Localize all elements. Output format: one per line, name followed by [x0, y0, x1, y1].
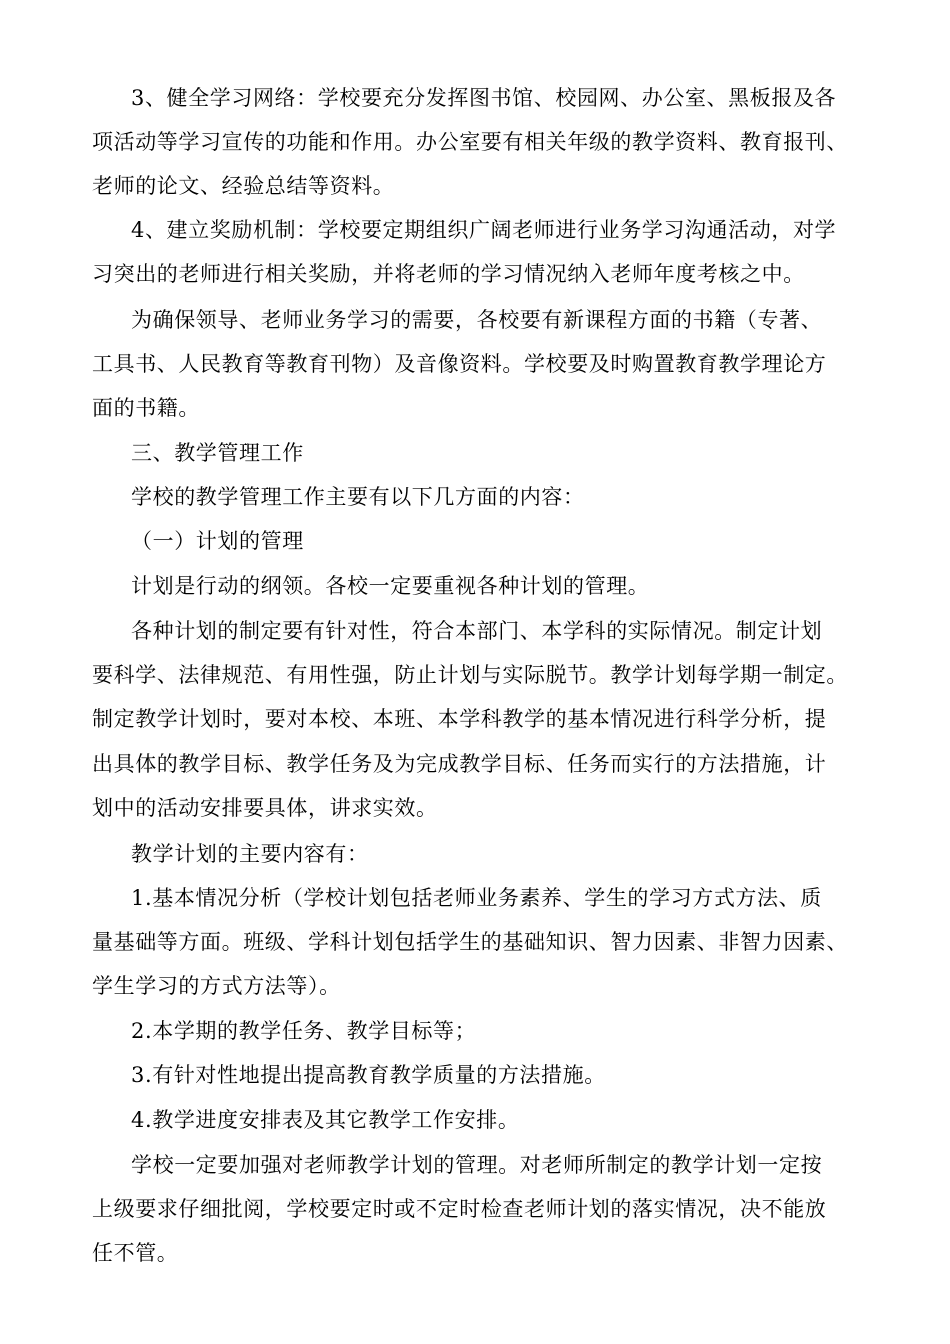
paragraph-line: 量基础等方面。班级、学科计划包括学生的基础知识、智力因素、非智力因素、 [92, 930, 848, 954]
paragraph-line: 各种计划的制定要有针对性，符合本部门、本学科的实际情况。制定计划 [131, 619, 823, 643]
list-item: 1.基本情况分析（学校计划包括老师业务素养、学生的学习方式方法、质 [131, 886, 822, 910]
paragraph-line: 学校的教学管理工作主要有以下几方面的内容： [131, 485, 585, 509]
paragraph-line: 上级要求仔细批阅，学校要定时或不定时检查老师计划的落实情况，决不能放 [92, 1197, 827, 1221]
paragraph-line: 学生学习的方式方法等）。 [92, 974, 341, 998]
paragraph-line: 4、建立奖励机制：学校要定期组织广阔老师进行业务学习沟通活动，对学 [131, 218, 837, 242]
paragraph-line: 3、健全学习网络：学校要充分发挥图书馆、校园网、办公室、黑板报及各 [131, 86, 837, 110]
paragraph-line: 教学计划的主要内容有： [131, 842, 369, 866]
paragraph-line: 面的书籍。 [92, 396, 200, 420]
paragraph-line: 要科学、法律规范、有用性强，防止计划与实际脱节。教学计划每学期一制定。 [92, 663, 848, 687]
paragraph-line: 计划是行动的纲领。各校一定要重视各种计划的管理。 [131, 574, 650, 598]
list-item: 4.教学进度安排表及其它教学工作安排。 [131, 1108, 520, 1132]
paragraph-line: 学校一定要加强对老师教学计划的管理。对老师所制定的教学计划一定按 [131, 1153, 823, 1177]
paragraph-line: 老师的论文、经验总结等资料。 [92, 174, 395, 198]
paragraph-line: 划中的活动安排要具体，讲求实效。 [92, 796, 438, 820]
paragraph-line: 出具体的教学目标、教学任务及为完成教学目标、任务而实行的方法措施，计 [92, 752, 827, 776]
paragraph-line: 习突出的老师进行相关奖励，并将老师的学习情况纳入老师年度考核之中。 [92, 262, 805, 286]
list-item: 2.本学期的教学任务、教学目标等； [131, 1019, 477, 1043]
paragraph-line: 任不管。 [92, 1241, 179, 1265]
paragraph-line: 制定教学计划时，要对本校、本班、本学科教学的基本情况进行科学分析，提 [92, 707, 827, 731]
section-heading: 三、教学管理工作 [131, 441, 304, 465]
paragraph-line: 为确保领导、老师业务学习的需要，各校要有新课程方面的书籍（专著、 [131, 308, 823, 332]
paragraph-line: 工具书、人民教育等教育刊物）及音像资料。学校要及时购置教育教学理论方 [92, 352, 827, 376]
subsection-heading: （一）计划的管理 [131, 529, 304, 553]
paragraph-line: 项活动等学习宣传的功能和作用。办公室要有相关年级的教学资料、教育报刊、 [92, 130, 848, 154]
list-item: 3.有针对性地提出提高教育教学质量的方法措施。 [131, 1063, 606, 1087]
